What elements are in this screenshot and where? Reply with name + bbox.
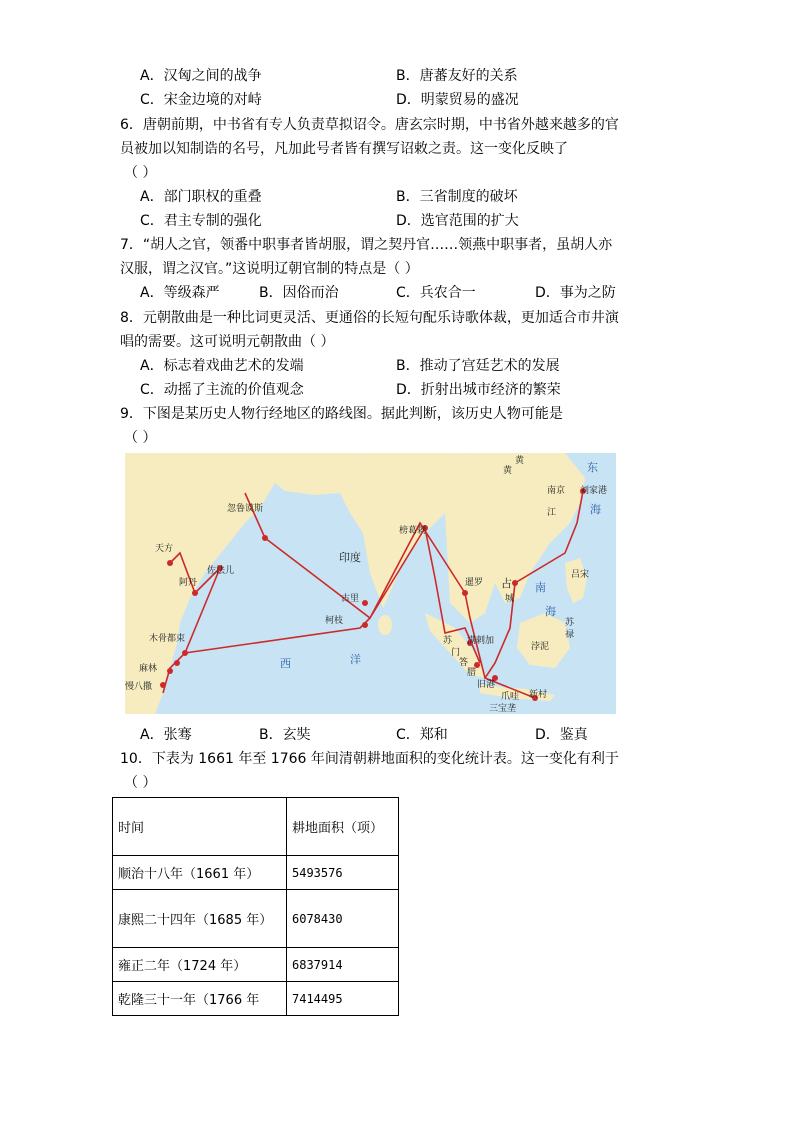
- q6-stem-line-2: 员被加以知制诰的名号，凡加此号者皆有撰写诏敕之责。这一变化反映了: [120, 141, 568, 157]
- q7-stem-line-1: 7．“胡人之官，领番中职事者皆胡服，谓之契丹官……领燕中职事者，虽胡人亦: [120, 237, 613, 253]
- table-cell-area: 6837914: [287, 948, 399, 982]
- q8-option-a: A．标志着戏曲艺术的发端: [140, 358, 304, 374]
- label-india: 印度: [339, 551, 361, 564]
- q9-option-d: D．鉴真: [535, 727, 588, 743]
- table-header-area: 耕地面积（项）: [287, 798, 399, 856]
- label-manbasa: 慢八撒: [125, 682, 153, 692]
- label-tianfang: 天方: [155, 544, 174, 554]
- label-huang: 黄: [503, 466, 513, 476]
- map-land-persia: [275, 453, 360, 495]
- q6-option-d: D．选官范围的扩大: [396, 213, 519, 229]
- q8-option-c: C．动摇了主流的价值观念: [140, 382, 304, 398]
- label-la: 腊: [467, 668, 477, 678]
- label-south-sea: 海: [545, 605, 556, 618]
- q8-option-b: B．推动了宫廷艺术的发展: [396, 358, 560, 374]
- label-xianluo: 暹罗: [465, 578, 484, 588]
- label-cheng: 城: [505, 594, 515, 604]
- q6-option-a: A．部门职权的重叠: [140, 189, 262, 205]
- table-cell-time: 顺治十八年（1661 年）: [113, 856, 287, 890]
- q5-option-b: B．唐蕃友好的关系: [396, 68, 518, 84]
- q8-option-d: D．折射出城市经济的繁荣: [396, 382, 561, 398]
- label-manlajia: 满剌加: [467, 636, 495, 646]
- table-cell-time: 雍正二年（1724 年）: [113, 948, 287, 982]
- label-sanbaolong: 三宝垄: [489, 704, 517, 714]
- label-guli: 古里: [341, 594, 360, 604]
- label-nanjing: 南京: [547, 486, 566, 496]
- q6-answer-blank: （ ）: [124, 165, 157, 181]
- label-men: 门: [451, 648, 461, 658]
- label-liujiagang: 刘家港: [580, 486, 608, 496]
- q10-answer-blank: （ ）: [124, 775, 157, 791]
- label-zufaer: 佐法儿: [207, 566, 235, 576]
- q7-option-b: B．因俗而治: [259, 285, 339, 301]
- label-lvsong: 吕宋: [571, 570, 590, 580]
- q9-option-a: A．张骞: [140, 727, 192, 743]
- q7-option-a: A．等级森严: [140, 285, 220, 301]
- label-jiang: 江: [547, 508, 557, 518]
- q9-answer-blank: （ ）: [124, 430, 157, 446]
- label-da: 答: [459, 658, 469, 668]
- farmland-area-table: [112, 797, 399, 1016]
- q9-option-b: B．玄奘: [259, 727, 311, 743]
- q6-option-c: C．君主专制的强化: [140, 213, 262, 229]
- label-sulu-1: 苏: [565, 618, 575, 628]
- q9-stem-line-1: 9．下图是某历史人物行经地区的路线图。据此判断，该历史人物可能是: [120, 406, 563, 422]
- label-ocean: 洋: [350, 653, 361, 666]
- label-west: 西: [280, 657, 291, 670]
- table-cell-area: 6078430: [287, 890, 399, 948]
- q7-stem-line-2: 汉服，谓之汉官。”这说明辽朝官制的特点是（ ）: [120, 261, 419, 277]
- q8-stem-line-1: 8．元朝散曲是一种比词更灵活、更通俗的长短句配乐诗歌体裁，更加适合市井演: [120, 310, 619, 326]
- label-zhuawa: 爪哇: [501, 692, 520, 702]
- label-su: 苏: [443, 636, 453, 646]
- label-south: 南: [535, 581, 546, 594]
- q7-option-c: C．兵农合一: [396, 285, 476, 301]
- q6-option-b: B．三省制度的破坏: [396, 189, 518, 205]
- label-boni: 浡泥: [531, 642, 550, 652]
- label-adan: 阿丹: [179, 578, 198, 588]
- label-kezhi: 柯枝: [325, 616, 344, 626]
- q7-option-d: D．事为之防: [535, 285, 616, 301]
- label-hormuz: 忽鲁谟斯: [227, 504, 264, 514]
- table-cell-time: 乾隆三十一年（1766 年: [113, 982, 287, 1016]
- label-yellow-sea: 黄: [515, 456, 525, 466]
- label-mugudushu: 木骨都束: [149, 634, 186, 644]
- table-cell-area: 7414495: [287, 982, 399, 1016]
- q5-option-a: A．汉匈之间的战争: [140, 68, 262, 84]
- zheng-he-voyage-route-map: [125, 453, 616, 714]
- label-jiugang: 旧港: [477, 680, 496, 690]
- q9-option-c: C．郑和: [396, 727, 448, 743]
- q10-stem-line-1: 10．下表为 1661 年至 1766 年间清朝耕地面积的变化统计表。这一变化有利于: [120, 751, 619, 767]
- label-bangala: 榜葛剌: [399, 526, 427, 536]
- label-east: 东: [587, 461, 598, 474]
- table-header-time: 时间: [113, 798, 287, 856]
- q5-option-c: C．宋金边境的对峙: [140, 92, 262, 108]
- table-cell-time: 康熙二十四年（1685 年）: [113, 890, 287, 948]
- label-malin: 麻林: [139, 664, 158, 674]
- q6-stem-line-1: 6．唐朝前期，中书省有专人负责草拟诏令。唐玄宗时期，中书省外越来越多的官: [120, 117, 619, 133]
- label-east-sea: 海: [590, 503, 601, 516]
- q8-stem-line-2: 唱的需要。这可说明元朝散曲（ ）: [120, 334, 335, 350]
- label-zhan: 占: [501, 577, 512, 590]
- q5-option-d: D．明蒙贸易的盛况: [396, 92, 519, 108]
- map-land-sri-lanka: [378, 615, 392, 635]
- label-xincun: 新村: [529, 690, 548, 700]
- table-cell-area: 5493576: [287, 856, 399, 890]
- label-sulu-2: 禄: [565, 630, 575, 640]
